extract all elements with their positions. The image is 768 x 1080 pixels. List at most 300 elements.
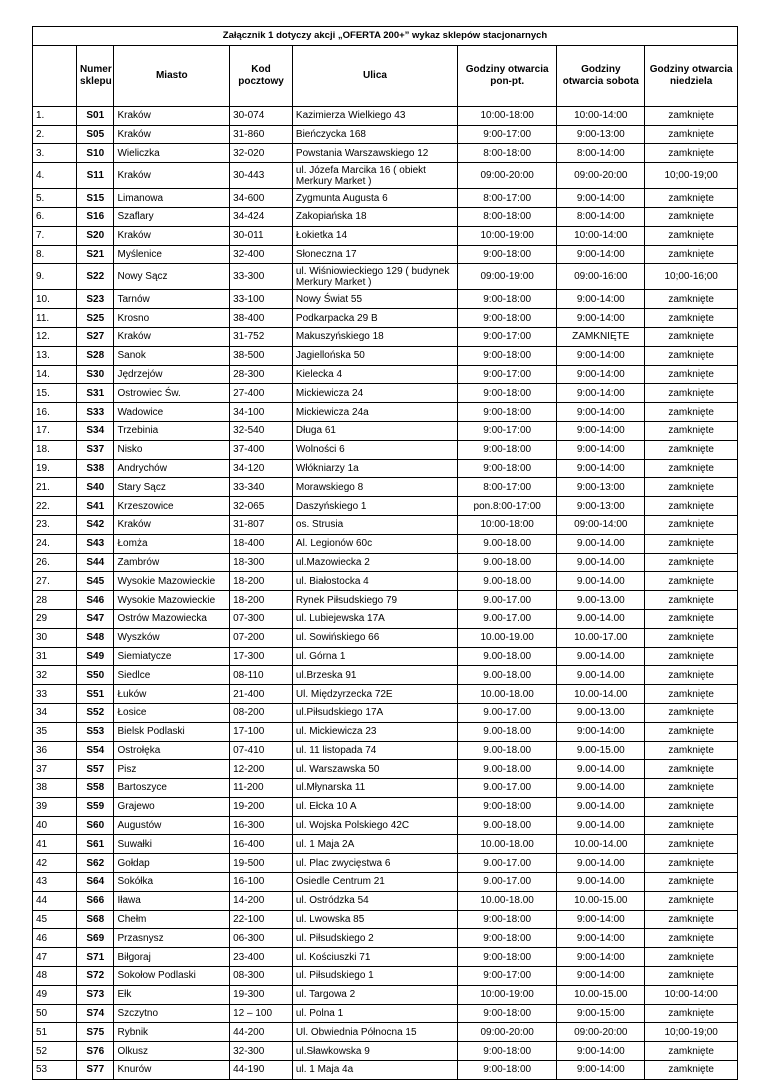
cell-street: Al. Legionów 60c xyxy=(292,534,457,553)
cell-lp: 45 xyxy=(33,910,77,929)
cell-store-number: S59 xyxy=(77,797,114,816)
cell-hours-sunday: zamknięte xyxy=(645,854,738,873)
cell-lp: 11. xyxy=(33,309,77,328)
cell-store-number: S60 xyxy=(77,816,114,835)
header-hours-weekday: Godziny otwarcia pon-pt. xyxy=(458,45,557,106)
cell-store-number: S37 xyxy=(77,440,114,459)
cell-hours-sunday: zamknięte xyxy=(645,967,738,986)
cell-hours-weekday: 9:00-18:00 xyxy=(458,948,557,967)
table-row xyxy=(33,403,738,422)
cell-lp: 22. xyxy=(33,497,77,516)
cell-hours-saturday: 9:00-14:00 xyxy=(557,948,645,967)
cell-hours-sunday: zamknięte xyxy=(645,189,738,208)
table-row xyxy=(33,609,738,628)
table-row xyxy=(33,421,738,440)
table-row xyxy=(33,797,738,816)
cell-hours-sunday: zamknięte xyxy=(645,929,738,948)
cell-postal-code: 32-540 xyxy=(230,421,293,440)
cell-hours-saturday: 9:00-13:00 xyxy=(557,497,645,516)
table-row xyxy=(33,722,738,741)
cell-city: Ostrołęka xyxy=(114,741,230,760)
cell-hours-saturday: 9.00-14.00 xyxy=(557,797,645,816)
cell-lp: 47 xyxy=(33,948,77,967)
cell-hours-weekday: 9.00-17.00 xyxy=(458,609,557,628)
cell-city: Augustów xyxy=(114,816,230,835)
cell-city: Kraków xyxy=(114,163,230,189)
cell-hours-sunday: zamknięte xyxy=(645,741,738,760)
cell-postal-code: 30-011 xyxy=(230,226,293,245)
cell-hours-saturday: 9.00-13.00 xyxy=(557,703,645,722)
cell-street: ul. Mickiewicza 23 xyxy=(292,722,457,741)
table-row xyxy=(33,125,738,144)
table-row xyxy=(33,459,738,478)
cell-hours-weekday: 9:00-18:00 xyxy=(458,384,557,403)
cell-city: Bartoszyce xyxy=(114,779,230,798)
cell-store-number: S45 xyxy=(77,572,114,591)
cell-hours-saturday: 9:00-14:00 xyxy=(557,459,645,478)
cell-hours-weekday: 9.00-18.00 xyxy=(458,553,557,572)
cell-street: Morawskiego 8 xyxy=(292,478,457,497)
cell-hours-saturday: 9:00-14:00 xyxy=(557,290,645,309)
cell-postal-code: 44-190 xyxy=(230,1061,293,1080)
cell-street: ul.Sławkowska 9 xyxy=(292,1042,457,1061)
cell-street: ul. Polna 1 xyxy=(292,1004,457,1023)
cell-street: Ul. Międzyrzecka 72E xyxy=(292,685,457,704)
cell-hours-sunday: zamknięte xyxy=(645,948,738,967)
cell-store-number: S30 xyxy=(77,365,114,384)
cell-hours-sunday: zamknięte xyxy=(645,403,738,422)
cell-postal-code: 14-200 xyxy=(230,891,293,910)
cell-store-number: S46 xyxy=(77,591,114,610)
cell-store-number: S16 xyxy=(77,207,114,226)
cell-postal-code: 07-200 xyxy=(230,628,293,647)
table-row xyxy=(33,741,738,760)
cell-city: Rybnik xyxy=(114,1023,230,1042)
cell-city: Knurów xyxy=(114,1061,230,1080)
table-row xyxy=(33,647,738,666)
cell-city: Iława xyxy=(114,891,230,910)
table-row xyxy=(33,534,738,553)
cell-city: Jędrzejów xyxy=(114,365,230,384)
table-row xyxy=(33,910,738,929)
cell-postal-code: 38-400 xyxy=(230,309,293,328)
cell-lp: 39 xyxy=(33,797,77,816)
cell-hours-saturday: 9:00-14:00 xyxy=(557,440,645,459)
cell-postal-code: 27-400 xyxy=(230,384,293,403)
cell-hours-sunday: zamknięte xyxy=(645,534,738,553)
cell-hours-sunday: zamknięte xyxy=(645,628,738,647)
cell-lp: 21. xyxy=(33,478,77,497)
cell-hours-sunday: zamknięte xyxy=(645,1061,738,1080)
cell-lp: 51 xyxy=(33,1023,77,1042)
cell-postal-code: 18-200 xyxy=(230,591,293,610)
table-row xyxy=(33,1042,738,1061)
cell-hours-sunday: zamknięte xyxy=(645,497,738,516)
document-sheet xyxy=(32,26,738,1080)
cell-street: Kazimierza Wielkiego 43 xyxy=(292,106,457,125)
cell-lp: 23. xyxy=(33,515,77,534)
cell-hours-weekday: 10:00-18:00 xyxy=(458,106,557,125)
table-row xyxy=(33,628,738,647)
cell-lp: 27. xyxy=(33,572,77,591)
cell-hours-saturday: 9.00-14.00 xyxy=(557,534,645,553)
cell-hours-saturday: 9.00-14.00 xyxy=(557,760,645,779)
cell-street: ul. 1 Maja 2A xyxy=(292,835,457,854)
table-row xyxy=(33,144,738,163)
header-hours-saturday: Godziny otwarcia sobota xyxy=(557,45,645,106)
cell-hours-weekday: 8:00-18:00 xyxy=(458,144,557,163)
cell-city: Wadowice xyxy=(114,403,230,422)
cell-street: Osiedle Centrum 21 xyxy=(292,873,457,892)
cell-postal-code: 12-200 xyxy=(230,760,293,779)
cell-street: Włókniarzy 1a xyxy=(292,459,457,478)
cell-hours-sunday: zamknięte xyxy=(645,290,738,309)
table-row xyxy=(33,760,738,779)
cell-store-number: S73 xyxy=(77,985,114,1004)
cell-lp: 2. xyxy=(33,125,77,144)
cell-hours-saturday: 8:00-14:00 xyxy=(557,207,645,226)
cell-city: Siemiatycze xyxy=(114,647,230,666)
cell-city: Siedlce xyxy=(114,666,230,685)
cell-hours-saturday: 9:00-14:00 xyxy=(557,365,645,384)
cell-hours-sunday: 10;00-16;00 xyxy=(645,264,738,290)
cell-store-number: S15 xyxy=(77,189,114,208)
cell-postal-code: 16-100 xyxy=(230,873,293,892)
cell-lp: 49 xyxy=(33,985,77,1004)
cell-lp: 5. xyxy=(33,189,77,208)
table-row xyxy=(33,985,738,1004)
cell-lp: 15. xyxy=(33,384,77,403)
cell-street: ul. Piłsudskiego 2 xyxy=(292,929,457,948)
cell-lp: 36 xyxy=(33,741,77,760)
cell-street: ul. Ostródzka 54 xyxy=(292,891,457,910)
cell-store-number: S27 xyxy=(77,327,114,346)
header-city: Miasto xyxy=(114,45,230,106)
cell-city: Pisz xyxy=(114,760,230,779)
cell-hours-sunday: 10:00-14:00 xyxy=(645,985,738,1004)
cell-store-number: S28 xyxy=(77,346,114,365)
cell-hours-saturday: 9:00-14:00 xyxy=(557,309,645,328)
cell-hours-saturday: 09:00-14:00 xyxy=(557,515,645,534)
cell-store-number: S01 xyxy=(77,106,114,125)
cell-city: Olkusz xyxy=(114,1042,230,1061)
cell-lp: 12. xyxy=(33,327,77,346)
table-row xyxy=(33,207,738,226)
cell-city: Gołdap xyxy=(114,854,230,873)
cell-lp: 8. xyxy=(33,245,77,264)
cell-hours-sunday: zamknięte xyxy=(645,478,738,497)
cell-lp: 34 xyxy=(33,703,77,722)
cell-hours-sunday: zamknięte xyxy=(645,144,738,163)
table-row xyxy=(33,384,738,403)
cell-hours-saturday: 9.00-14.00 xyxy=(557,779,645,798)
cell-hours-weekday: 9:00-18:00 xyxy=(458,1061,557,1080)
table-row xyxy=(33,346,738,365)
cell-hours-sunday: zamknięte xyxy=(645,816,738,835)
cell-hours-sunday: zamknięte xyxy=(645,327,738,346)
table-row xyxy=(33,189,738,208)
cell-hours-saturday: 9.00-14.00 xyxy=(557,666,645,685)
cell-store-number: S49 xyxy=(77,647,114,666)
table-row xyxy=(33,478,738,497)
cell-lp: 33 xyxy=(33,685,77,704)
cell-hours-sunday: zamknięte xyxy=(645,722,738,741)
cell-lp: 7. xyxy=(33,226,77,245)
cell-city: Bielsk Podlaski xyxy=(114,722,230,741)
cell-hours-weekday: 09:00-20:00 xyxy=(458,1023,557,1042)
cell-hours-sunday: zamknięte xyxy=(645,891,738,910)
cell-street: Ul. Obwiednia Północna 15 xyxy=(292,1023,457,1042)
cell-hours-weekday: 10.00-18.00 xyxy=(458,835,557,854)
cell-store-number: S75 xyxy=(77,1023,114,1042)
document-title: Załącznik 1 dotyczy akcji „OFERTA 200+” wykaz sklepów stacjonarnych xyxy=(33,27,738,46)
cell-hours-weekday: 9:00-18:00 xyxy=(458,346,557,365)
cell-postal-code: 44-200 xyxy=(230,1023,293,1042)
cell-lp: 38 xyxy=(33,779,77,798)
cell-street: ul. Wiśniowieckiego 129 ( budynek Merkury Market ) xyxy=(292,264,457,290)
cell-city: Kraków xyxy=(114,327,230,346)
cell-hours-sunday: zamknięte xyxy=(645,125,738,144)
cell-city: Ełk xyxy=(114,985,230,1004)
cell-hours-sunday: zamknięte xyxy=(645,226,738,245)
table-row xyxy=(33,327,738,346)
cell-postal-code: 23-400 xyxy=(230,948,293,967)
cell-lp: 42 xyxy=(33,854,77,873)
cell-hours-saturday: 9:00-14:00 xyxy=(557,929,645,948)
table-row xyxy=(33,365,738,384)
cell-lp: 48 xyxy=(33,967,77,986)
cell-street: Rynek Piłsudskiego 79 xyxy=(292,591,457,610)
cell-lp: 14. xyxy=(33,365,77,384)
cell-lp: 52 xyxy=(33,1042,77,1061)
table-row xyxy=(33,440,738,459)
cell-hours-sunday: zamknięte xyxy=(645,421,738,440)
table-row xyxy=(33,685,738,704)
cell-hours-saturday: 9:00-14:00 xyxy=(557,722,645,741)
table-row xyxy=(33,1061,738,1080)
cell-street: Kielecka 4 xyxy=(292,365,457,384)
cell-hours-sunday: zamknięte xyxy=(645,207,738,226)
header-postal-code: Kod pocztowy xyxy=(230,45,293,106)
cell-hours-weekday: 9:00-17:00 xyxy=(458,365,557,384)
cell-lp: 53 xyxy=(33,1061,77,1080)
cell-city: Grajewo xyxy=(114,797,230,816)
cell-street: Podkarpacka 29 B xyxy=(292,309,457,328)
cell-store-number: S44 xyxy=(77,553,114,572)
cell-street: ul. Józefa Marcika 16 ( obiekt Merkury Market ) xyxy=(292,163,457,189)
table-row xyxy=(33,245,738,264)
cell-lp: 18. xyxy=(33,440,77,459)
cell-store-number: S22 xyxy=(77,264,114,290)
cell-city: Sanok xyxy=(114,346,230,365)
cell-street: ul. Targowa 2 xyxy=(292,985,457,1004)
cell-hours-saturday: 10.00-15.00 xyxy=(557,985,645,1004)
cell-street: Wolności 6 xyxy=(292,440,457,459)
cell-store-number: S20 xyxy=(77,226,114,245)
cell-street: Słoneczna 17 xyxy=(292,245,457,264)
table-row xyxy=(33,835,738,854)
cell-lp: 31 xyxy=(33,647,77,666)
cell-store-number: S50 xyxy=(77,666,114,685)
cell-hours-saturday: 09:00-16:00 xyxy=(557,264,645,290)
cell-hours-saturday: 8:00-14:00 xyxy=(557,144,645,163)
table-row xyxy=(33,779,738,798)
cell-street: ul. Plac zwycięstwa 6 xyxy=(292,854,457,873)
cell-store-number: S66 xyxy=(77,891,114,910)
cell-store-number: S69 xyxy=(77,929,114,948)
cell-postal-code: 34-120 xyxy=(230,459,293,478)
table-row xyxy=(33,591,738,610)
cell-lp: 3. xyxy=(33,144,77,163)
cell-hours-sunday: zamknięte xyxy=(645,703,738,722)
cell-street: Mickiewicza 24a xyxy=(292,403,457,422)
table-header-row xyxy=(33,45,738,106)
cell-hours-saturday: 9:00-15:00 xyxy=(557,1004,645,1023)
cell-hours-saturday: 10.00-14.00 xyxy=(557,835,645,854)
cell-hours-weekday: 9:00-18:00 xyxy=(458,440,557,459)
cell-hours-sunday: zamknięte xyxy=(645,1004,738,1023)
cell-city: Zambrów xyxy=(114,553,230,572)
cell-street: ul. Ełcka 10 A xyxy=(292,797,457,816)
cell-postal-code: 16-400 xyxy=(230,835,293,854)
stores-table xyxy=(32,26,738,1080)
cell-hours-weekday: 9.00-18.00 xyxy=(458,572,557,591)
cell-hours-saturday: 09:00-20:00 xyxy=(557,1023,645,1042)
cell-lp: 28 xyxy=(33,591,77,610)
cell-postal-code: 31-752 xyxy=(230,327,293,346)
cell-hours-weekday: 9.00-18.00 xyxy=(458,816,557,835)
cell-hours-sunday: zamknięte xyxy=(645,666,738,685)
cell-store-number: S25 xyxy=(77,309,114,328)
cell-hours-weekday: 9:00-17:00 xyxy=(458,327,557,346)
cell-hours-sunday: zamknięte xyxy=(645,365,738,384)
cell-hours-weekday: 8:00-17:00 xyxy=(458,478,557,497)
cell-city: Andrychów xyxy=(114,459,230,478)
cell-postal-code: 28-300 xyxy=(230,365,293,384)
cell-street: Powstania Warszawskiego 12 xyxy=(292,144,457,163)
cell-city: Sokołow Podlaski xyxy=(114,967,230,986)
cell-hours-weekday: 9:00-18:00 xyxy=(458,403,557,422)
cell-city: Szaflary xyxy=(114,207,230,226)
cell-lp: 50 xyxy=(33,1004,77,1023)
header-store-number: Numer sklepu xyxy=(77,45,114,106)
cell-store-number: S21 xyxy=(77,245,114,264)
table-row xyxy=(33,572,738,591)
cell-street: Jagiellońska 50 xyxy=(292,346,457,365)
cell-postal-code: 31-860 xyxy=(230,125,293,144)
cell-hours-weekday: 9:00-18:00 xyxy=(458,245,557,264)
cell-store-number: S76 xyxy=(77,1042,114,1061)
cell-street: ul.Brzeska 91 xyxy=(292,666,457,685)
cell-postal-code: 19-200 xyxy=(230,797,293,816)
cell-lp: 37 xyxy=(33,760,77,779)
cell-hours-weekday: 9:00-18:00 xyxy=(458,1004,557,1023)
cell-street: os. Strusia xyxy=(292,515,457,534)
cell-city: Wieliczka xyxy=(114,144,230,163)
cell-lp: 43 xyxy=(33,873,77,892)
table-row xyxy=(33,515,738,534)
cell-postal-code: 34-100 xyxy=(230,403,293,422)
table-row xyxy=(33,816,738,835)
header-hours-sunday: Godziny otwarcia niedziela xyxy=(645,45,738,106)
cell-hours-sunday: zamknięte xyxy=(645,106,738,125)
cell-street: ul. Sowińskiego 66 xyxy=(292,628,457,647)
cell-hours-weekday: 10.00-18.00 xyxy=(458,891,557,910)
cell-lp: 35 xyxy=(33,722,77,741)
cell-hours-weekday: 9.00-17.00 xyxy=(458,779,557,798)
cell-store-number: S41 xyxy=(77,497,114,516)
table-row xyxy=(33,106,738,125)
cell-hours-weekday: 9:00-18:00 xyxy=(458,1042,557,1061)
table-row xyxy=(33,929,738,948)
cell-hours-saturday: 10:00-14:00 xyxy=(557,106,645,125)
cell-city: Stary Sącz xyxy=(114,478,230,497)
cell-postal-code: 32-020 xyxy=(230,144,293,163)
table-row xyxy=(33,1023,738,1042)
cell-hours-saturday: 9:00-14:00 xyxy=(557,403,645,422)
cell-store-number: S71 xyxy=(77,948,114,967)
table-row xyxy=(33,948,738,967)
table-row xyxy=(33,264,738,290)
cell-hours-saturday: 9.00-14.00 xyxy=(557,647,645,666)
cell-hours-sunday: 10;00-19;00 xyxy=(645,163,738,189)
cell-store-number: S43 xyxy=(77,534,114,553)
cell-store-number: S48 xyxy=(77,628,114,647)
cell-postal-code: 06-300 xyxy=(230,929,293,948)
cell-lp: 26. xyxy=(33,553,77,572)
cell-street: ul.Młynarska 11 xyxy=(292,779,457,798)
cell-hours-sunday: zamknięte xyxy=(645,647,738,666)
cell-hours-saturday: 9.00-13.00 xyxy=(557,591,645,610)
cell-city: Myślenice xyxy=(114,245,230,264)
header-street: Ulica xyxy=(292,45,457,106)
cell-lp: 9. xyxy=(33,264,77,290)
cell-hours-weekday: 9.00-17.00 xyxy=(458,873,557,892)
cell-lp: 4. xyxy=(33,163,77,189)
cell-store-number: S74 xyxy=(77,1004,114,1023)
cell-lp: 19. xyxy=(33,459,77,478)
cell-city: Wyszków xyxy=(114,628,230,647)
cell-hours-weekday: 09:00-20:00 xyxy=(458,163,557,189)
cell-city: Łomża xyxy=(114,534,230,553)
cell-hours-saturday: 9.00-15.00 xyxy=(557,741,645,760)
cell-city: Nisko xyxy=(114,440,230,459)
cell-store-number: S31 xyxy=(77,384,114,403)
cell-postal-code: 08-300 xyxy=(230,967,293,986)
cell-postal-code: 32-300 xyxy=(230,1042,293,1061)
cell-postal-code: 30-443 xyxy=(230,163,293,189)
cell-store-number: S61 xyxy=(77,835,114,854)
cell-hours-sunday: zamknięte xyxy=(645,835,738,854)
cell-store-number: S72 xyxy=(77,967,114,986)
cell-hours-weekday: 9:00-17:00 xyxy=(458,125,557,144)
cell-hours-weekday: 10:00-19:00 xyxy=(458,226,557,245)
cell-hours-weekday: 9.00-18.00 xyxy=(458,760,557,779)
cell-city: Biłgoraj xyxy=(114,948,230,967)
cell-hours-weekday: 9:00-17:00 xyxy=(458,967,557,986)
cell-city: Przasnysz xyxy=(114,929,230,948)
cell-city: Sokółka xyxy=(114,873,230,892)
cell-lp: 13. xyxy=(33,346,77,365)
table-row xyxy=(33,163,738,189)
cell-postal-code: 33-100 xyxy=(230,290,293,309)
cell-hours-saturday: 09:00-20:00 xyxy=(557,163,645,189)
cell-street: ul. 1 Maja 4a xyxy=(292,1061,457,1080)
cell-street: ul.Piłsudskiego 17A xyxy=(292,703,457,722)
cell-hours-saturday: 9:00-14:00 xyxy=(557,967,645,986)
cell-hours-saturday: 10.00-17.00 xyxy=(557,628,645,647)
cell-store-number: S68 xyxy=(77,910,114,929)
